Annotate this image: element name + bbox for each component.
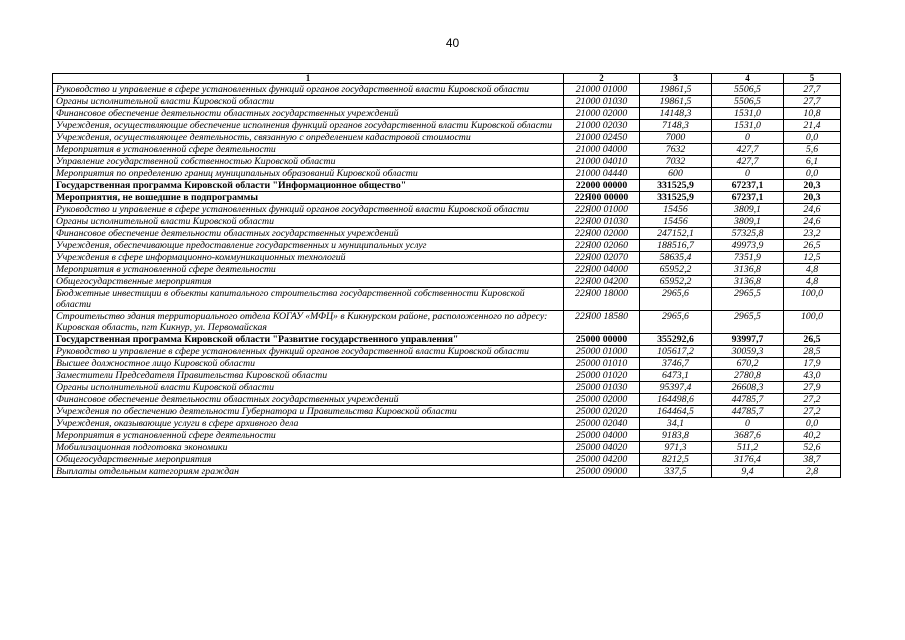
row-actual-value-cell: 49973,9 bbox=[712, 240, 784, 252]
table-row bbox=[53, 132, 841, 144]
table-row bbox=[53, 156, 841, 168]
row-plan-value-cell: 34,1 bbox=[640, 418, 712, 430]
table-row bbox=[53, 252, 841, 264]
row-percent-cell: 27,9 bbox=[784, 382, 841, 394]
row-code-cell: 21000 04440 bbox=[564, 168, 640, 180]
row-percent-cell: 20,3 bbox=[784, 192, 841, 204]
row-name-cell: Учреждения, обеспечивающие предоставление государственных и муниципальных услуг bbox=[53, 240, 564, 252]
row-plan-value-cell: 2965,6 bbox=[640, 288, 712, 311]
row-percent-cell: 23,2 bbox=[784, 228, 841, 240]
row-name-cell: Общегосударственные мероприятия bbox=[53, 276, 564, 288]
row-name-cell: Управление государственной собственностью Кировской области bbox=[53, 156, 564, 168]
row-percent-cell: 10,8 bbox=[784, 108, 841, 120]
row-code-cell: 25000 02040 bbox=[564, 418, 640, 430]
row-code-cell: 22Я00 02000 bbox=[564, 228, 640, 240]
row-actual-value-cell: 44785,7 bbox=[712, 394, 784, 406]
row-code-cell: 22000 00000 bbox=[564, 180, 640, 192]
row-code-cell: 25000 00000 bbox=[564, 334, 640, 346]
row-name-cell: Органы исполнительной власти Кировской области bbox=[53, 96, 564, 108]
row-plan-value-cell: 247152,1 bbox=[640, 228, 712, 240]
row-actual-value-cell: 9,4 bbox=[712, 466, 784, 478]
row-name-cell: Учреждения, оказывающие услуги в сфере архивного дела bbox=[53, 418, 564, 430]
row-code-cell: 25000 01020 bbox=[564, 370, 640, 382]
row-actual-value-cell: 44785,7 bbox=[712, 406, 784, 418]
row-plan-value-cell: 58635,4 bbox=[640, 252, 712, 264]
row-actual-value-cell: 5506,5 bbox=[712, 96, 784, 108]
row-plan-value-cell: 7032 bbox=[640, 156, 712, 168]
row-code-cell: 25000 01030 bbox=[564, 382, 640, 394]
row-actual-value-cell: 5506,5 bbox=[712, 84, 784, 96]
row-code-cell: 22Я00 04200 bbox=[564, 276, 640, 288]
row-percent-cell: 27,7 bbox=[784, 84, 841, 96]
table-row bbox=[53, 430, 841, 442]
row-code-cell: 25000 04000 bbox=[564, 430, 640, 442]
row-name-cell: Строительство здания территориального отдела КОГАУ «МФЦ» в Кикнурском районе, расположенного по адресу: Кировская область, пгт Кикнур, ул. Первомайская bbox=[53, 311, 564, 334]
row-actual-value-cell: 2965,5 bbox=[712, 288, 784, 311]
row-actual-value-cell: 26608,3 bbox=[712, 382, 784, 394]
table-row bbox=[53, 228, 841, 240]
row-plan-value-cell: 95397,4 bbox=[640, 382, 712, 394]
row-code-cell: 21000 02450 bbox=[564, 132, 640, 144]
table-row bbox=[53, 120, 841, 132]
row-percent-cell: 0,0 bbox=[784, 168, 841, 180]
row-actual-value-cell: 2780,8 bbox=[712, 370, 784, 382]
row-code-cell: 25000 04200 bbox=[564, 454, 640, 466]
row-actual-value-cell: 1531,0 bbox=[712, 108, 784, 120]
row-name-cell: Мероприятия в установленной сфере деятельности bbox=[53, 430, 564, 442]
row-code-cell: 21000 01000 bbox=[564, 84, 640, 96]
header-col-3: 3 bbox=[640, 74, 712, 84]
row-percent-cell: 26,5 bbox=[784, 334, 841, 346]
row-code-cell: 22Я00 00000 bbox=[564, 192, 640, 204]
row-plan-value-cell: 331525,9 bbox=[640, 192, 712, 204]
row-plan-value-cell: 331525,9 bbox=[640, 180, 712, 192]
budget-table bbox=[52, 73, 841, 478]
row-percent-cell: 24,6 bbox=[784, 204, 841, 216]
row-plan-value-cell: 7632 bbox=[640, 144, 712, 156]
table-row bbox=[53, 406, 841, 418]
header-col-4: 4 bbox=[712, 74, 784, 84]
row-name-cell: Мероприятия, не вошедшие в подпрограммы bbox=[53, 192, 564, 204]
row-percent-cell: 20,3 bbox=[784, 180, 841, 192]
row-percent-cell: 43,0 bbox=[784, 370, 841, 382]
row-name-cell: Мероприятия в установленной сфере деятельности bbox=[53, 264, 564, 276]
row-plan-value-cell: 971,3 bbox=[640, 442, 712, 454]
row-actual-value-cell: 511,2 bbox=[712, 442, 784, 454]
row-code-cell: 25000 01010 bbox=[564, 358, 640, 370]
table-row bbox=[53, 346, 841, 358]
row-code-cell: 25000 04020 bbox=[564, 442, 640, 454]
row-code-cell: 22Я00 18000 bbox=[564, 288, 640, 311]
row-name-cell: Учреждения по обеспечению деятельности Губернатора и Правительства Кировской области bbox=[53, 406, 564, 418]
row-code-cell: 25000 09000 bbox=[564, 466, 640, 478]
table-row bbox=[53, 84, 841, 96]
row-plan-value-cell: 15456 bbox=[640, 204, 712, 216]
row-percent-cell: 27,2 bbox=[784, 394, 841, 406]
table-row bbox=[53, 334, 841, 346]
row-code-cell: 21000 01030 bbox=[564, 96, 640, 108]
table-row bbox=[53, 168, 841, 180]
row-percent-cell: 27,2 bbox=[784, 406, 841, 418]
row-plan-value-cell: 7148,3 bbox=[640, 120, 712, 132]
row-percent-cell: 26,5 bbox=[784, 240, 841, 252]
row-name-cell: Мероприятия по определению границ муниципальных образований Кировской области bbox=[53, 168, 564, 180]
table-row bbox=[53, 311, 841, 334]
row-percent-cell: 5,6 bbox=[784, 144, 841, 156]
row-plan-value-cell: 2965,6 bbox=[640, 311, 712, 334]
row-name-cell: Руководство и управление в сфере установленных функций органов государственной власти Кировской области bbox=[53, 84, 564, 96]
row-actual-value-cell: 3809,1 bbox=[712, 216, 784, 228]
row-plan-value-cell: 8212,5 bbox=[640, 454, 712, 466]
table-row bbox=[53, 466, 841, 478]
row-code-cell: 21000 02030 bbox=[564, 120, 640, 132]
table-row bbox=[53, 288, 841, 311]
row-actual-value-cell: 2965,5 bbox=[712, 311, 784, 334]
row-plan-value-cell: 188516,7 bbox=[640, 240, 712, 252]
row-actual-value-cell: 67237,1 bbox=[712, 192, 784, 204]
row-name-cell: Государственная программа Кировской области "Информационное общество" bbox=[53, 180, 564, 192]
row-plan-value-cell: 9183,8 bbox=[640, 430, 712, 442]
row-percent-cell: 0,0 bbox=[784, 418, 841, 430]
row-name-cell: Мероприятия в установленной сфере деятельности bbox=[53, 144, 564, 156]
row-name-cell: Высшее должностное лицо Кировской области bbox=[53, 358, 564, 370]
row-plan-value-cell: 6473,1 bbox=[640, 370, 712, 382]
row-code-cell: 22Я00 04000 bbox=[564, 264, 640, 276]
row-name-cell: Руководство и управление в сфере установленных функций органов государственной власти Кировской области bbox=[53, 346, 564, 358]
table-header-row bbox=[53, 74, 841, 84]
table-row bbox=[53, 204, 841, 216]
row-percent-cell: 28,5 bbox=[784, 346, 841, 358]
row-actual-value-cell: 57325,8 bbox=[712, 228, 784, 240]
row-actual-value-cell: 3687,6 bbox=[712, 430, 784, 442]
row-percent-cell: 2,8 bbox=[784, 466, 841, 478]
table-row bbox=[53, 370, 841, 382]
header-col-1: 1 bbox=[53, 74, 564, 84]
row-percent-cell: 0,0 bbox=[784, 132, 841, 144]
table-row bbox=[53, 442, 841, 454]
row-percent-cell: 4,8 bbox=[784, 276, 841, 288]
row-name-cell: Учреждения в сфере информационно-коммуникационных технологий bbox=[53, 252, 564, 264]
row-plan-value-cell: 600 bbox=[640, 168, 712, 180]
row-plan-value-cell: 65952,2 bbox=[640, 276, 712, 288]
row-name-cell: Заместители Председателя Правительства Кировской области bbox=[53, 370, 564, 382]
row-percent-cell: 24,6 bbox=[784, 216, 841, 228]
table-row bbox=[53, 192, 841, 204]
row-actual-value-cell: 67237,1 bbox=[712, 180, 784, 192]
table-row bbox=[53, 382, 841, 394]
page-number: 40 bbox=[445, 36, 460, 50]
row-name-cell: Финансовое обеспечение деятельности областных государственных учреждений bbox=[53, 228, 564, 240]
row-name-cell: Органы исполнительной власти Кировской области bbox=[53, 382, 564, 394]
row-actual-value-cell: 427,7 bbox=[712, 144, 784, 156]
row-percent-cell: 40,2 bbox=[784, 430, 841, 442]
row-actual-value-cell: 1531,0 bbox=[712, 120, 784, 132]
row-code-cell: 25000 02000 bbox=[564, 394, 640, 406]
row-actual-value-cell: 3136,8 bbox=[712, 276, 784, 288]
row-code-cell: 22Я00 02060 bbox=[564, 240, 640, 252]
row-plan-value-cell: 3746,7 bbox=[640, 358, 712, 370]
row-plan-value-cell: 164498,6 bbox=[640, 394, 712, 406]
row-code-cell: 25000 02020 bbox=[564, 406, 640, 418]
row-plan-value-cell: 337,5 bbox=[640, 466, 712, 478]
row-percent-cell: 100,0 bbox=[784, 288, 841, 311]
row-actual-value-cell: 0 bbox=[712, 418, 784, 430]
row-actual-value-cell: 7351,9 bbox=[712, 252, 784, 264]
row-actual-value-cell: 0 bbox=[712, 168, 784, 180]
row-name-cell: Учреждения, осуществляющие обеспечение исполнения функций органов государственной власти Кировской области bbox=[53, 120, 564, 132]
table-row bbox=[53, 394, 841, 406]
row-plan-value-cell: 15456 bbox=[640, 216, 712, 228]
row-percent-cell: 27,7 bbox=[784, 96, 841, 108]
row-code-cell: 25000 01000 bbox=[564, 346, 640, 358]
table-row bbox=[53, 216, 841, 228]
row-actual-value-cell: 670,2 bbox=[712, 358, 784, 370]
table-row bbox=[53, 358, 841, 370]
row-name-cell: Органы исполнительной власти Кировской области bbox=[53, 216, 564, 228]
row-percent-cell: 6,1 bbox=[784, 156, 841, 168]
row-percent-cell: 21,4 bbox=[784, 120, 841, 132]
row-code-cell: 22Я00 02070 bbox=[564, 252, 640, 264]
row-percent-cell: 4,8 bbox=[784, 264, 841, 276]
row-percent-cell: 38,7 bbox=[784, 454, 841, 466]
row-actual-value-cell: 3809,1 bbox=[712, 204, 784, 216]
row-plan-value-cell: 19861,5 bbox=[640, 96, 712, 108]
row-percent-cell: 12,5 bbox=[784, 252, 841, 264]
row-actual-value-cell: 3176,4 bbox=[712, 454, 784, 466]
table-row bbox=[53, 96, 841, 108]
row-actual-value-cell: 427,7 bbox=[712, 156, 784, 168]
row-name-cell: Руководство и управление в сфере установленных функций органов государственной власти Кировской области bbox=[53, 204, 564, 216]
table-row bbox=[53, 240, 841, 252]
row-name-cell: Бюджетные инвестиции в объекты капитального строительства государственной собственности Кировской области bbox=[53, 288, 564, 311]
row-name-cell: Общегосударственные мероприятия bbox=[53, 454, 564, 466]
row-plan-value-cell: 19861,5 bbox=[640, 84, 712, 96]
row-actual-value-cell: 30059,3 bbox=[712, 346, 784, 358]
row-plan-value-cell: 14148,3 bbox=[640, 108, 712, 120]
row-plan-value-cell: 7000 bbox=[640, 132, 712, 144]
row-actual-value-cell: 0 bbox=[712, 132, 784, 144]
row-percent-cell: 100,0 bbox=[784, 311, 841, 334]
header-col-2: 2 bbox=[564, 74, 640, 84]
row-actual-value-cell: 3136,8 bbox=[712, 264, 784, 276]
row-code-cell: 21000 02000 bbox=[564, 108, 640, 120]
row-code-cell: 22Я00 01000 bbox=[564, 204, 640, 216]
row-percent-cell: 17,9 bbox=[784, 358, 841, 370]
row-code-cell: 22Я00 18580 bbox=[564, 311, 640, 334]
row-plan-value-cell: 355292,6 bbox=[640, 334, 712, 346]
table-row bbox=[53, 144, 841, 156]
row-name-cell: Выплаты отдельным категориям граждан bbox=[53, 466, 564, 478]
row-percent-cell: 52,6 bbox=[784, 442, 841, 454]
table-row bbox=[53, 180, 841, 192]
row-plan-value-cell: 164464,5 bbox=[640, 406, 712, 418]
row-name-cell: Мобилизационная подготовка экономики bbox=[53, 442, 564, 454]
row-name-cell: Финансовое обеспечение деятельности областных государственных учреждений bbox=[53, 394, 564, 406]
row-code-cell: 21000 04000 bbox=[564, 144, 640, 156]
table-row bbox=[53, 418, 841, 430]
row-name-cell: Финансовое обеспечение деятельности областных государственных учреждений bbox=[53, 108, 564, 120]
table-row bbox=[53, 454, 841, 466]
row-name-cell: Учреждения, осуществляющее деятельность, связанную с определением кадастровой стоимости bbox=[53, 132, 564, 144]
table-row bbox=[53, 264, 841, 276]
table-row bbox=[53, 108, 841, 120]
row-plan-value-cell: 65952,2 bbox=[640, 264, 712, 276]
row-plan-value-cell: 105617,2 bbox=[640, 346, 712, 358]
table-row bbox=[53, 276, 841, 288]
row-name-cell: Государственная программа Кировской области "Развитие государственного управления" bbox=[53, 334, 564, 346]
row-code-cell: 22Я00 01030 bbox=[564, 216, 640, 228]
header-col-5: 5 bbox=[784, 74, 841, 84]
row-code-cell: 21000 04010 bbox=[564, 156, 640, 168]
row-actual-value-cell: 93997,7 bbox=[712, 334, 784, 346]
